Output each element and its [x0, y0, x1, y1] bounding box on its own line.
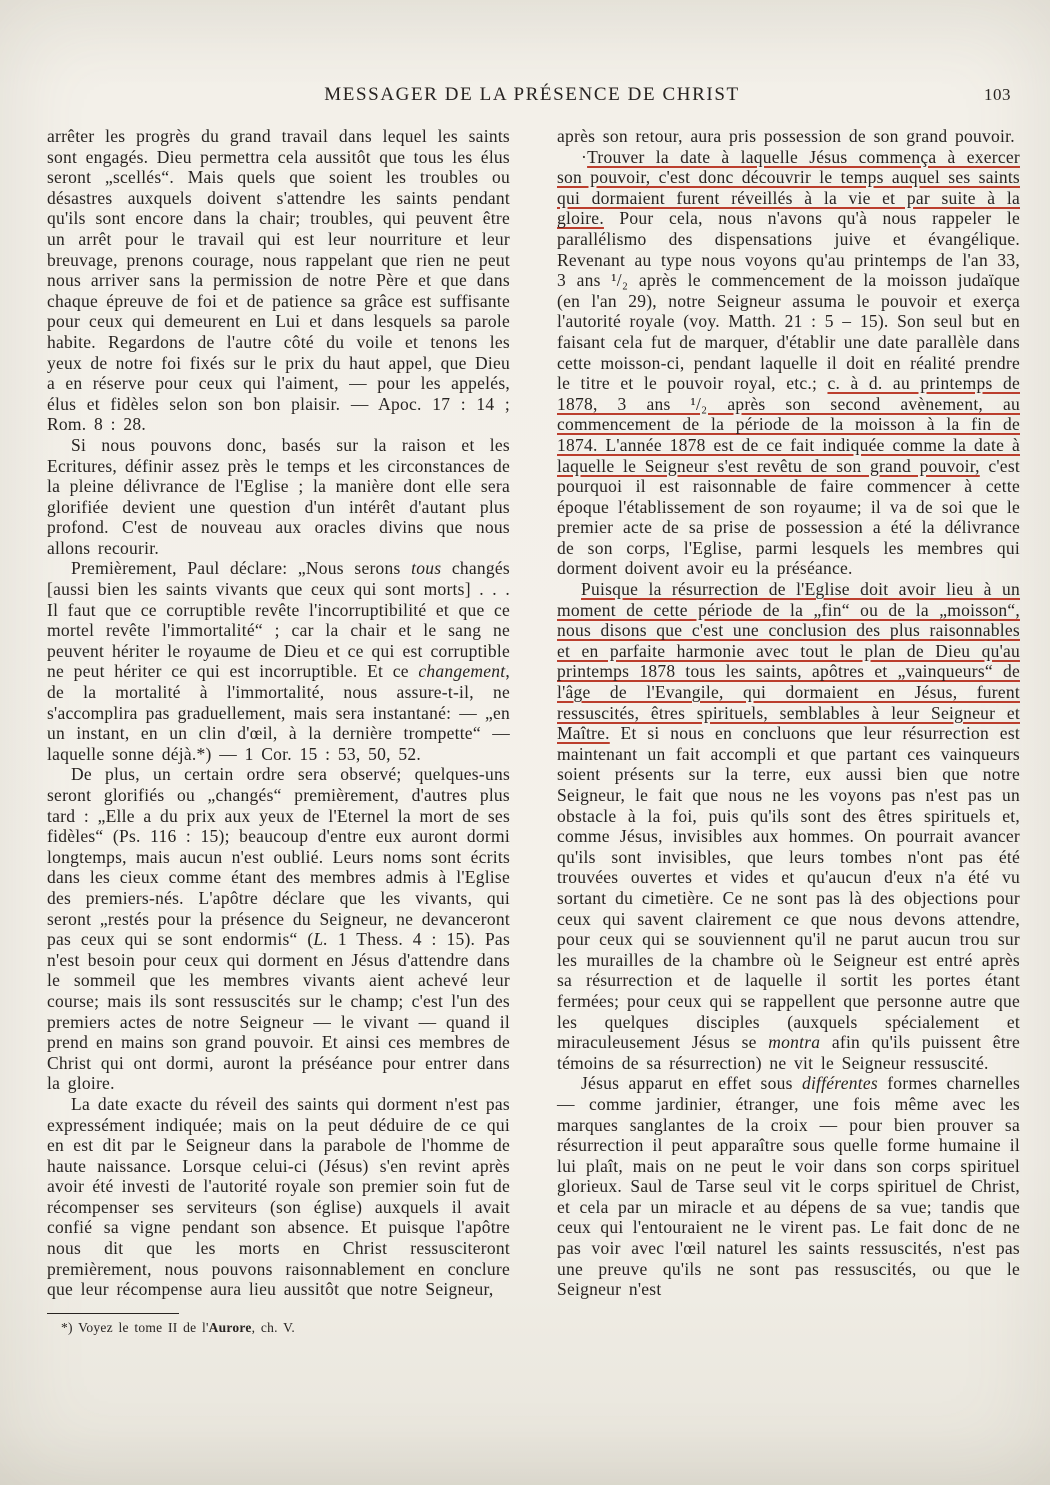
page-title: MESSAGER DE LA PRÉSENCE DE CHRIST: [324, 84, 740, 105]
paragraph: [47, 1094, 510, 1300]
paragraph: [47, 558, 510, 764]
paragraph: [557, 147, 1020, 579]
paragraph: [47, 764, 510, 1094]
red-underlined-text: Trouver la date à laquelle Jésus commença à exercer son pouvoir, c'est donc découvrir le temps auquel ses saints qui dormaient furent réveillés à la vie et par suite à la gloire.: [557, 146, 1020, 229]
italic-text: tous: [411, 558, 442, 579]
left-column: [47, 126, 510, 1485]
bold-text: Aurore: [208, 1319, 252, 1335]
text-run: La date exacte du réveil des saints qui dorment n'est pas expressément indiquée; mais on la peut déduire de ce qui en est dit par le Seigneur dans la parabole de l'homme de haute naissance. Lorsque celui-ci (Jésus) s'en revint après avoir été investi de l'autorité royale son premier soin fut de récompenser ses serviteurs (son église) auxquels il avait confié sa vigne pendant son absence. Et puisque l'apôtre nous dit que les morts en Christ ressusciteront premièrement, nous pouvons raisonnablement en conclure que leur récompense aura lieu aussitôt que notre Seigneur,: [47, 1093, 510, 1300]
text-run: Pour cela, nous n'avons qu'à nous rappeler le parallélismo des dispensations juive et évangélique. Revenant au type nous voyons qu'au printemps de l'an 33, 3 ans ¹/₂ après le commencement de la moisson judaïque (en l'an 29), notre Seigneur assuma le pouvoir et exerça l'autorité royale (voy. Matth. 21 : 5 – 15). Son seul but en faisant cela fut de marquer, d'établir une date parallèle dans cette moisson-ci, pendant laquelle il doit en réalité prendre le titre et le pouvoir royal, etc.;: [557, 208, 1020, 394]
page-number: 103: [984, 85, 1011, 104]
italic-text: L.: [313, 929, 329, 950]
text-run: Si nous pouvons donc, basés sur la raison et les Ecritures, définir assez près le temps et les circonstances de la pleine délivrance de l'Eglise ; la manière dont elle sera glorifiée devient une question d'un intérêt d'autant plus profond. C'est de nouveau aux oracles divins que nous allons recourir.: [47, 434, 510, 558]
text-run: après son retour, aura pris possession de son grand pouvoir.: [557, 126, 1015, 146]
text-run: 1 Thess. 4 : 15). Pas n'est besoin pour ceux qui dorment en Jésus d'attendre dans le sommeil que les membres vivants aient achevé leur course; mais ils sont ressuscités sur le champ; c'est l'un des premiers actes de notre Seigneur — le vivant — quand il prend en mains son grand pouvoir. Et ainsi ces membres de Christ qui ont dormi, auront la préséance pour entrer dans la gloire.: [47, 929, 511, 1094]
text-run: Et si nous en concluons que leur résurrection est maintenant un fait accompli et que partant ces vainqueurs soient présents sur la terre, eux aussi bien que notre Seigneur, le fait que nous ne les voyons pas n'est pas un obstacle à la foi, puis qu'ils sont des êtres spirituels et, comme Jésus, invisibles aux hommes. On pourrait avancer qu'ils sont invisibles, que leurs tombes n'ont pas été trouvées ouvertes et vides et qu'aucun d'eux n'a été vu sortant du cimetière. Ce ne sont pas là des objections pour ceux qui savent clairement ce que nous devons attendre, pour ceux qui se souviennent qu'il ne parut aucun trou sur les murailles de la chambre où le Seigneur est entré après sa résurrection et de laquelle il sortit les portes étant fermées; pour ceux qui se rappellent que personne autre que les quelques disciples (auxquels spécialement et miraculeusement Jésus se: [557, 723, 1020, 1053]
paragraph: [557, 1073, 1020, 1300]
text-run: changés [aussi bien les saints vivants que ceux qui sont morts] . . . Il faut que ce corruptible revête l'incorruptibilité et que ce mortel revête l'immortalité“ ; car la chair et le sang ne peuvent hériter le royaume de Dieu et ce qui est corruptible ne peut hériter ce qui est incorruptible. Et ce: [47, 558, 510, 682]
right-column: [557, 126, 1020, 1485]
paragraph: [47, 435, 510, 559]
text-run: c'est pourquoi il est raisonnable de faire commencer à cette époque l'établissement de son royaume; il va de soi que le premier acte de sa prise de possession a été la délivrance de son corps, l'Eglise, parmi lesquels les membres qui dorment doivent avoir eu la préséance.: [557, 455, 1020, 579]
text-run: De plus, un certain ordre sera observé; quelques-uns seront glorifiés ou „changés“ premièrement, d'autres plus tard : „Elle a du prix aux yeux de l'Eternel la mort de ses fidèles“ (Ps. 116 : 15); beaucoup d'entre eux auront dormi longtemps, mais aucun n'est oublié. Leurs noms sont écrits dans les cieux comme étant des membres admis à l'Eglise des premiers-nés. L'apôtre déclare que les vivants, qui seront „restés pour la présence du Seigneur, ne devanceront pas ceux qui se sont endormis“ (: [47, 764, 510, 950]
paragraph: [557, 579, 1020, 1073]
running-head: [47, 84, 1017, 110]
italic-text: différentes: [801, 1073, 878, 1094]
red-underlined-text: Puisque la résurrection de l'Eglise doit avoir lieu à un moment de cette période de la „fin“ ou de la „moisson“, nous disons que c'est une conclusion des plus raisonnables et en parfaite harmonie avec tout le plan de Dieu qu'au printemps 1878 tous les saints, apôtres et „vainqueurs“ de l'âge de l'Evangile, qui dormaient en Jésus, furent ressuscités, êtres spirituels, semblables à leur Seigneur et Maître.: [557, 579, 1020, 744]
text-run: arrêter les progrès du grand travail dans lequel les saints sont engagés. Dieu permettra cela aussitôt que tous les élus seront „scellés“. Mais quels que soient les troubles ou désastres auxquels doivent s'attendre les saints pendant qu'ils sont encore dans la chair; troubles, qui peuvent être un arrêt pour le travail qui est leur nourriture et leur breuvage, prenons courage, nous rappelant que rien ne peut nous arriver sans la permission de notre Père et que dans chaque épreuve de foi et de patience sa grâce est suffisante pour ceux qui demeurent en Lui et dans lesquels sa parole habite. Regardons de l'autre côté du voile et tenons les yeux de notre foi fixés sur le prix du haut appel, que Dieu a en réserve pour ceux qui l'aiment, — pour les appelés, élus et fidèles selon son bon plaisir. — Apoc. 17 : 14 ; Rom. 8 : 28.: [47, 126, 510, 435]
italic-text: changement: [418, 661, 506, 682]
footnote: [47, 1319, 510, 1336]
italic-text: montra: [768, 1032, 821, 1053]
text-run: Premièrement, Paul déclare: „Nous serons: [71, 558, 412, 579]
paragraph: [47, 126, 510, 435]
text-run: formes charnelles — comme jardinier, étranger, une fois même avec les marques sanglantes de la croix — pour bien prouver sa résurrection il peut apparaître sous quelle forme humaine il lui plaît, mais on ne peut le voir dans son corps spirituel glorieux. Saul de Tarse seul vit le corps spirituel de Christ, et cela par un miracle et au dépens de sa vue; tandis que ceux qui l'entouraient ne le virent pas. Le fait donc de ne pas voir avec l'œil naturel les saints ressuscités, n'est pas une preuve qu'ils ne sont pas ressuscités, ou que le Seigneur n'est: [557, 1073, 1021, 1300]
two-column-body: [47, 126, 1021, 1485]
footnote-rule: [47, 1313, 179, 1314]
text-run: ·: [581, 146, 588, 167]
text-run: , de la mortalité à l'immortalité, nous assure-t-il, ne s'accomplira pas graduellement, mais sera instantané: — „en un instant, en un clin d'œil, à la dernière trompette“ — laquelle sonne déjà.*) — 1 Cor. 15 : 53, 50, 52.: [47, 661, 510, 764]
red-underlined-text: c. à d. au printemps de 1878, 3 ans ¹/₂ après son second avènement, au commencement de la période de la moisson à la fin de 1874. L'année 1878 est de ce fait indiquée comme la date à laquelle le Seigneur s'est revêtu de son grand pouvoir,: [557, 373, 1020, 476]
text-run: Jésus apparut en effet sous: [581, 1073, 802, 1094]
text-run: *) Voyez le tome II de l': [61, 1319, 209, 1335]
text-run: afin qu'ils puissent être témoins de sa résurrection) ne vit le Seigneur ressuscité.: [557, 1032, 1021, 1073]
text-run: , ch. V.: [251, 1319, 296, 1335]
paragraph: [557, 126, 1020, 147]
